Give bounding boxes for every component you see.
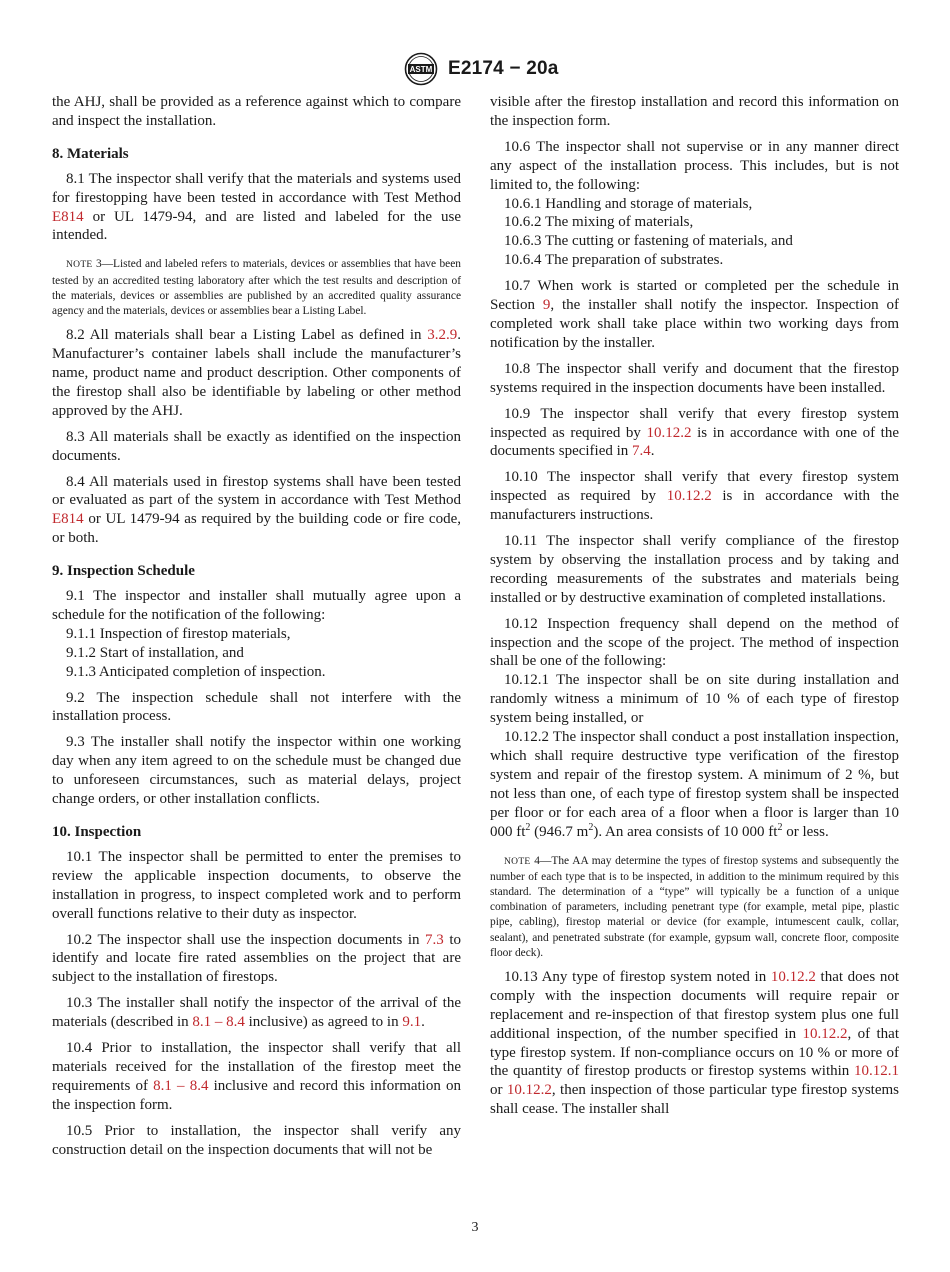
paragraph-10-6-1: 10.6.1 Handling and storage of materials, (504, 195, 753, 212)
paragraph-10-12-2: 10.12.2 The inspector shall conduct a post installation inspection, which shall require destructive type verification of the firestop system and repair of the firestop system. A minimum of 2 %, but not less than one, of each type of firestop system shall be inspected per floor or for each area of a floor when a floor is larger than 10 000 $ft^2$ (946.7 $m^2$). An area consists of 10 000 $ft^2$ or less. (490, 729, 899, 840)
paragraph-10-12-1: 10.12.1 The inspector shall be on site during installation and randomly witness a minimum of 10 % of each type of firestop system being installed, or (490, 672, 899, 727)
paragraph-10-6-4: 10.6.4 The preparation of substrates. (504, 252, 724, 269)
right-column (490, 93, 899, 1126)
ref-link-e814[interactable]: E814 (52, 511, 84, 528)
ref-link-10-12-2[interactable]: 10.12.2 (666, 488, 712, 505)
ref-link-10-12-2[interactable]: 10.12.2 (646, 424, 692, 441)
paragraph-10-1: 10.1 The inspector shall be permitted to enter the premises to review the applicable inspection documents, to observe the installation in progress, to inspect completed work and to perform overall functions relative to their duty as inspector. (52, 848, 461, 922)
svg-text:ASTM: ASTM (409, 65, 433, 75)
note-4: NOTE 4—The AA may determine the types of firestop systems and subsequently the number of each type that is to be inspected, in addition to the minimum required by this standard. The determination of a “type” will typically be a function of a unique combination of parameters, including penetrant type (for example, metal pipe, plastic pipe, cabling), firestop material or device (for example, intumescent caulk, collar, sealant), and penetrated substrate (for example, gypsum wall, concrete floor, composite floor deck). (490, 854, 899, 959)
section-8-heading: 8. Materials (52, 145, 129, 162)
standard-designation: E2174 − 20a (448, 58, 559, 79)
paragraph-9-3: 9.3 The installer shall notify the inspector within one working day when any item agreed to on the schedule must be changed due to unforeseen circumstances, such as material delays, project change orders, or other installation conflicts. (52, 734, 461, 808)
paragraph-continuation: visible after the firestop installation and record this information on the inspection form. (490, 94, 899, 129)
paragraph-10-9: 10.9 The inspector shall verify that every firestop system inspected as required by 10.12.2 is in accordance with one of the documents specified in 7.4. (490, 405, 899, 460)
paragraph-9-2: 9.2 The inspection schedule shall not interfere with the installation process. (52, 689, 461, 725)
left-column (52, 93, 461, 1167)
ref-link-9[interactable]: 9 (542, 297, 551, 314)
ref-link-7-4[interactable]: 7.4 (632, 443, 651, 460)
paragraph-8-1: 8.1 The inspector shall verify that the materials and systems used for firestopping have been tested in accordance with Test Method E814 or UL 1479-94, and are listed and labeled for the use intended. (52, 170, 461, 244)
ref-link-7-3[interactable]: 7.3 (425, 931, 444, 948)
paragraph-10-8: 10.8 The inspector shall verify and document that the firestop systems required in the inspection documents have been installed. (490, 360, 899, 396)
paragraph-10-12: 10.12 Inspection frequency shall depend on the method of inspection and the scope of the project. The method of inspection shall be one of the following: (490, 615, 899, 670)
paragraph-9-1-2: 9.1.2 Start of installation, and (66, 644, 244, 661)
paragraph-10-13: 10.13 Any type of firestop system noted in 10.12.2 that does not comply with the inspection documents will require repair or replacement and re-inspection of that firestop system plus one full additional inspection, of the number specified in 10.12.2, of that type firestop system. If non-compliance occurs on 10 % or more of the quantity of firestop products or firestop systems within 10.12.1 or 10.12.2, then inspection of those particular type firestop systems shall cease. The installer shall (490, 968, 900, 1118)
paragraph-10-6: 10.6 The inspector shall not supervise or in any manner direct any aspect of the installation process. This includes, but is not limited to, the following: (490, 138, 899, 193)
paragraph-10-4: 10.4 Prior to installation, the inspector shall verify that all materials received for the installation of the firestop meet the requirements of 8.1 – 8.4 inclusive and record this information on the inspection form. (52, 1040, 462, 1113)
paragraph-8-3: 8.3 All materials shall be exactly as identified on the inspection documents. (52, 428, 461, 464)
ref-link-10-12-2[interactable]: 10.12.2 (506, 1082, 552, 1099)
ref-link-8-1-8-4[interactable]: 8.1 – 8.4 (153, 1077, 209, 1094)
ref-link-9-1[interactable]: 9.1 (402, 1014, 422, 1031)
ref-link-10-12-2[interactable]: 10.12.2 (770, 968, 816, 985)
paragraph-10-3: 10.3 The installer shall notify the inspector of the arrival of the materials (described in 8.1 – 8.4 inclusive) as agreed to in 9.1. (52, 995, 461, 1031)
ref-link-e814[interactable]: E814 (52, 208, 84, 225)
ref-link-10-12-1[interactable]: 10.12.1 (854, 1063, 899, 1080)
paragraph-9-1-1: 9.1.1 Inspection of firestop materials, (66, 625, 291, 642)
paragraph-9-1-3: 9.1.3 Anticipated completion of inspection. (66, 663, 326, 680)
paragraph-10-10: 10.10 The inspector shall verify that every firestop system inspected as required by 10.12.2 is in accordance with the manufacturers instructions. (490, 469, 899, 524)
paragraph-10-11: 10.11 The inspector shall verify compliance of the firestop system by observing the installation process and by taking and recording measurements of the substrates and materials being installed or by destructive examination of completed installations. (490, 533, 899, 606)
paragraph-10-5: 10.5 Prior to installation, the inspector shall verify any construction detail on the inspection documents that will not be (52, 1122, 461, 1158)
section-9-heading: 9. Inspection Schedule (52, 563, 195, 580)
paragraph-10-6-2: 10.6.2 The mixing of materials, (504, 214, 694, 231)
ref-link-8-1-8-4[interactable]: 8.1 – 8.4 (192, 1014, 245, 1031)
page-header (0, 52, 950, 88)
paragraph-8-4: 8.4 All materials used in firestop systems shall have been tested or evaluated as part of the system in accordance with Test Method E814 or UL 1479-94 as required by the building code or fire code, or both. (52, 473, 461, 547)
astm-logo-icon (403, 52, 439, 86)
paragraph-8-2: 8.2 All materials shall bear a Listing Label as defined in 3.2.9. Manufacturer’s container labels shall include the manufacturer’s name, product name and product description. Other components of the firestop shall also be identifiable by labeling or other method approved by the AHJ. (52, 327, 461, 419)
paragraph-10-7: 10.7 When work is started or completed per the schedule in Section 9, the installer shall notify the inspector. Inspection of completed work shall take place within two working days from notification by the installer. (490, 278, 899, 351)
paragraph-continuation: the AHJ, shall be provided as a reference against which to compare and inspect the installation. (52, 94, 461, 129)
ref-link-3-2-9[interactable]: 3.2.9 (427, 327, 458, 344)
paragraph-10-6-3: 10.6.3 The cutting or fastening of materials, and (504, 233, 793, 250)
paragraph-10-2: 10.2 The inspector shall use the inspection documents in 7.3 to identify and locate fire rated assemblies on the project that are subject to the installation of firestops. (52, 931, 461, 986)
ref-link-10-12-2[interactable]: 10.12.2 (802, 1025, 848, 1042)
page-number: 3 (471, 1220, 479, 1235)
note-3: NOTE 3—Listed and labeled refers to materials, devices or assemblies that have been tested by an accredited testing laboratory after which the test results and description of the materials, devices or assemblies are published by an accredited quality assurance agency and the materials, devices or assemblies bear a Listing Label. (52, 258, 461, 317)
section-10-heading: 10. Inspection (52, 824, 142, 840)
paragraph-9-1: 9.1 The inspector and installer shall mutually agree upon a schedule for the notification of the following: (52, 588, 461, 623)
